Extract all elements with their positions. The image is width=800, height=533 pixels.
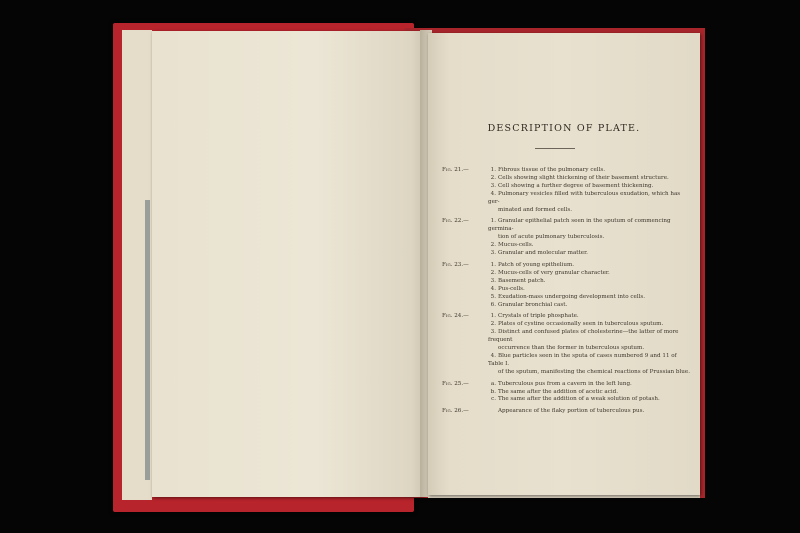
item-number: 1. <box>490 218 496 225</box>
item-text: Pulmonary vesicles filled with tuberculous exudation, which has ger- <box>488 190 681 205</box>
item-text: Cell showing a further degree of basement thickening. <box>498 182 654 189</box>
item-text: Mucus-cells. <box>498 242 534 249</box>
title-rule <box>535 148 575 149</box>
figure-item <box>442 262 692 270</box>
figure-entry <box>442 262 692 309</box>
item-number: 4. <box>490 285 496 292</box>
figure-label: Fig. 23.— <box>442 261 469 268</box>
figure-label: Fig. 21.— <box>442 167 469 173</box>
figure-item <box>442 321 692 329</box>
item-number: 2. <box>490 321 496 328</box>
item-number: 3. <box>490 277 496 284</box>
item-text: Granular epithelial patch seen in the sputum of commencing germina- <box>488 218 671 233</box>
figure-entry <box>442 381 692 405</box>
item-text: Basement patch. <box>498 277 546 284</box>
figure-item <box>442 175 692 183</box>
figure-item <box>442 294 692 302</box>
item-continuation: minated and formed cells. <box>498 206 572 213</box>
item-text: The same after the addition of a weak solution of potash. <box>498 396 660 403</box>
item-text: Fibrous tissue of the pulmonary cells. <box>498 167 606 173</box>
item-number: 3. <box>490 250 496 257</box>
item-text: Granular bronchial cast. <box>498 301 568 308</box>
figure-label: Fig. 24.— <box>442 313 469 320</box>
item-number: 3. <box>490 182 496 189</box>
figure-entry <box>442 408 692 416</box>
figure-item <box>442 302 692 310</box>
item-number: 1. <box>490 167 496 173</box>
item-text: Patch of young epithelium. <box>498 261 575 268</box>
item-text: Distinct and confused plates of cholesterine—the latter of more frequent <box>488 329 679 344</box>
figure-list <box>442 167 692 420</box>
figure-item <box>442 353 692 369</box>
item-text: Mucus-cells of very granular character. <box>498 269 610 276</box>
item-text: Plates of cystine occasionally seen in tuberculous sputum. <box>498 321 664 328</box>
figure-entry <box>442 313 692 376</box>
item-text: Pus-cells. <box>498 285 525 292</box>
item-number: 5. <box>490 293 496 300</box>
figure-item <box>442 396 692 404</box>
item-number: 2. <box>490 242 496 249</box>
item-number: 3. <box>490 329 496 336</box>
figure-item <box>442 313 692 321</box>
figure-entry <box>442 218 692 258</box>
item-text: Granular and molecular matter. <box>498 250 588 257</box>
item-number: 4. <box>490 190 496 197</box>
figure-item <box>442 389 692 397</box>
left-page-blank <box>152 31 424 497</box>
page-edge-stripe <box>145 200 150 480</box>
item-number: a. <box>490 380 496 387</box>
figure-label: Fig. 22.— <box>442 218 469 225</box>
item-number: 2. <box>490 174 496 181</box>
item-text: Cells showing slight thickening of their basement structure. <box>498 174 669 181</box>
figure-item <box>442 408 692 416</box>
figure-item <box>442 191 692 207</box>
item-number: 4. <box>490 352 496 359</box>
figure-label: Fig. 25.— <box>442 380 469 387</box>
figure-item <box>442 167 692 175</box>
figure-item <box>442 250 692 258</box>
item-continuation: of the sputum, manifesting the chemical reactions of Prussian blue. <box>498 368 690 375</box>
item-continuation: occurrence than the former in tuberculous sputum. <box>498 345 645 352</box>
figure-item <box>442 218 692 234</box>
page-title: DESCRIPTION OF PLATE. <box>487 123 641 134</box>
figure-item <box>442 278 692 286</box>
figure-item <box>442 242 692 250</box>
figure-label: Fig. 26.— <box>442 408 469 415</box>
item-text: Exudation-mass undergoing development into cells. <box>498 293 646 300</box>
figure-item <box>442 183 692 191</box>
item-number: c. <box>491 396 496 403</box>
item-text: The same after the addition of acetic acid. <box>498 388 619 395</box>
figure-item <box>442 329 692 345</box>
item-text: Appearance of the flaky portion of tuberculous pus. <box>498 408 645 415</box>
right-page <box>428 33 700 495</box>
item-number: 1. <box>490 313 496 320</box>
item-text: Tuberculous pus from a cavern in the left lung. <box>498 380 632 387</box>
item-number: b. <box>490 388 496 395</box>
figure-item <box>442 381 692 389</box>
figure-entry <box>442 167 692 214</box>
item-text: Blue particles seen in the sputa of cases numbered 9 and 11 of Table I. <box>488 352 677 367</box>
figure-item <box>442 286 692 294</box>
figure-item <box>442 270 692 278</box>
item-text: Crystals of triple phosphate. <box>498 313 579 320</box>
item-number: 1. <box>490 261 496 268</box>
item-number: 2. <box>490 269 496 276</box>
item-continuation: tion of acute pulmonary tuberculosis. <box>498 234 605 241</box>
item-number: 6. <box>490 301 496 308</box>
